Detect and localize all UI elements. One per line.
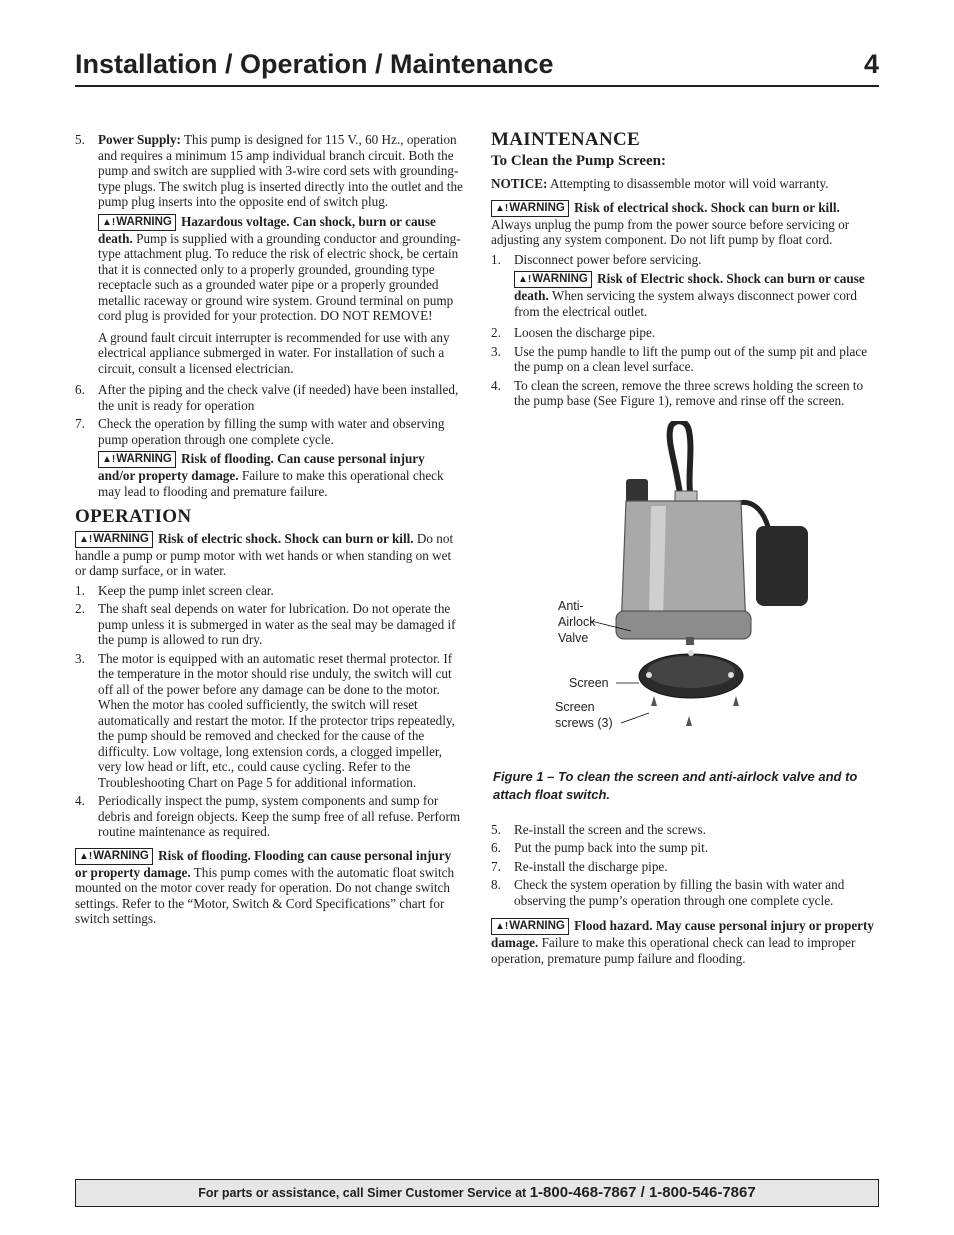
warning-badge: [98, 451, 176, 468]
title-rule: [75, 85, 879, 87]
warning-badge: [98, 214, 176, 231]
item-number: 7.: [75, 416, 85, 431]
list-item: [75, 382, 463, 413]
item-number: 7.: [491, 858, 501, 874]
warning-triangle-icon: ▲!: [79, 850, 93, 862]
label-line: Airlock: [558, 614, 596, 629]
screen-hole: [646, 672, 652, 678]
list-item: [491, 378, 879, 409]
footer-text: For parts or assistance, call Simer Customer Service at: [198, 1186, 530, 1200]
warning-triangle-icon: ▲!: [495, 202, 509, 214]
pump-figure: [491, 421, 879, 766]
item-text: Disconnect power before servicing.: [514, 251, 702, 267]
item-number: 5.: [75, 132, 85, 147]
warning-text: Pump is supplied with a grounding conductor and grounding-type attachment plug. To reduce the risk of electric shock, be certain that it is connected only to a properly grounded, grounding type receptacle such as a grounded water pipe or a properly grounded metallic raceway or ground wire system. Ground terminal on pump cord plug is provided for your protection. DO NOT REMOVE!: [98, 230, 461, 323]
item-text: The motor is equipped with an automatic reset thermal protector. If the temperature in the motor should rise unduly, the switch will cut off all of the power before any damage can be done to the motor. When the motor has cooled sufficiently, the switch will reset automatically and restart the motor. If the protector trips repeatedly, the pump should be removed and checked for the cause of the difficulty. Low voltage, long extension cords, a clogged impeller, very low head or lift, etc., could cause cycling. Refer to the Troubleshooting Chart on Page 5 for additional information.: [98, 650, 455, 790]
screws-leader: [621, 713, 649, 723]
list-item: [75, 416, 463, 447]
label-line: Screen: [555, 699, 595, 714]
list-item: [491, 877, 879, 908]
clean-screen-subheading: To Clean the Pump Screen:: [491, 152, 667, 169]
list-item: [75, 651, 463, 791]
float-switch: [756, 526, 808, 606]
warning-text: Failure to make this operational check can lead to improper operation, premature pump failure and flooding.: [491, 935, 856, 966]
warning-block: [75, 214, 463, 324]
list-item: [491, 822, 879, 838]
warning-lead: Risk of flooding. Can cause personal injury and/or property damage.: [98, 451, 425, 483]
item-text: Check the operation by filling the sump with water and observing pump operation through one complete cycle.: [98, 416, 445, 447]
footer-phone-numbers: 1-800-468-7867 / 1-800-546-7867: [529, 1184, 756, 1201]
item-number: 1.: [491, 251, 501, 267]
item-number: 6.: [491, 840, 501, 855]
list-item: [491, 252, 879, 268]
item-text: Use the pump handle to lift the pump out of the sump pit and place the pump on a clean level surface.: [514, 343, 868, 374]
warning-triangle-icon: ▲!: [518, 274, 532, 285]
item-number: 4.: [75, 793, 85, 808]
item-text: To clean the screen, remove the three screws holding the screen to the pump base (See Figure 1), remove and rinse off the screen.: [514, 377, 864, 408]
item-text: Re-install the discharge pipe.: [514, 858, 668, 874]
pump-cap: [626, 479, 648, 504]
list-item: [491, 344, 879, 375]
list-item: [75, 793, 463, 840]
item-number: 3.: [491, 343, 501, 359]
warning-badge: [75, 848, 153, 865]
item-number: 6.: [75, 382, 85, 397]
warning-block: [75, 451, 463, 499]
warning-block: [491, 918, 879, 966]
warning-triangle-icon: ▲!: [79, 533, 93, 545]
screen-label: Screen: [569, 675, 609, 690]
left-column: [75, 132, 463, 931]
warning-lead: Risk of electrical shock. Shock can burn or kill.: [574, 199, 840, 215]
warning-text: When servicing the system always disconnect power cord from the electrical outlet.: [514, 288, 857, 319]
warning-label: WARNING: [93, 849, 149, 862]
warning-block: [491, 271, 879, 319]
warning-badge: [491, 918, 569, 935]
warning-block: [491, 200, 879, 248]
power-cord: [670, 421, 691, 501]
item-number: 8.: [491, 877, 501, 892]
gfci-note: A ground fault circuit interrupter is recommended for use with any electrical appliance submerged in water. For installation of such a circuit, consult a licensed electrician.: [98, 329, 450, 376]
item-text: Loosen the discharge pipe.: [514, 325, 656, 340]
item-text: Periodically inspect the pump, system components and sump for debris and foreign objects. Keep the sump free of all refuse. Perform routine maintenance as required.: [98, 793, 461, 839]
warning-text: Do not handle a pump or pump motor with wet hands or when standing on wet or damp surface, or in water.: [75, 530, 454, 578]
pump-foot: [686, 637, 694, 645]
screw-icon: [651, 696, 657, 706]
item-number: 2.: [75, 601, 85, 616]
notice-text: Attempting to disassemble motor will void warranty.: [547, 176, 829, 191]
item-text: This pump is designed for 115 V., 60 Hz., operation and requires a minimum 15 amp individual branch circuit. Both the pump and switch are supplied with 3-wire cord sets with grounding-type plugs. The switch plug is inserted directly into the outlet and the pump plug inserts into the opposite end of switch plug.: [98, 132, 463, 209]
item-number: 2.: [491, 325, 501, 340]
figure-caption: Figure 1 – To clean the screen and anti-airlock valve and to attach float switch.: [493, 768, 858, 802]
list-item: [491, 325, 879, 341]
maintenance-heading: MAINTENANCE: [491, 129, 640, 150]
page-title: [75, 49, 879, 80]
warning-lead: Hazardous voltage. Can shock, burn or cause death.: [98, 213, 436, 246]
pump-illustration: [491, 421, 879, 766]
warning-badge: [75, 531, 153, 548]
item-text: Put the pump back into the sump pit.: [514, 840, 709, 855]
list-item: [75, 583, 463, 599]
warning-label: WARNING: [116, 215, 172, 228]
warning-lead: Risk of Electric shock. Shock can burn or cause death.: [514, 271, 865, 303]
item-text: Check the system operation by filling the basin with water and observing the pump’s operation through one complete cycle.: [514, 877, 845, 908]
list-item: [491, 859, 879, 875]
list-item: [75, 132, 463, 210]
screw-icon: [686, 716, 692, 726]
warning-triangle-icon: ▲!: [102, 216, 116, 228]
item-number: 4.: [491, 377, 501, 393]
warning-lead: Flood hazard. May cause personal injury or property damage.: [491, 918, 875, 950]
warning-block: [75, 531, 463, 579]
warning-text: Always unplug the pump from the power source before servicing or adjusting any system component. Do not lift pump by float cord.: [491, 216, 850, 247]
warning-badge: [491, 200, 569, 217]
item-text: Re-install the screen and the screws.: [514, 821, 706, 837]
warning-lead: Risk of flooding. Flooding can cause personal injury or property damage.: [75, 847, 452, 880]
screws-label: [555, 699, 613, 731]
screw-icon: [733, 696, 739, 706]
screen-hole: [728, 672, 734, 678]
list-item: [491, 840, 879, 856]
warning-block: [75, 848, 463, 927]
warning-label: WARNING: [116, 453, 172, 465]
title-text: Installation / Operation / Maintenance: [75, 49, 554, 79]
right-column: [491, 129, 879, 970]
warning-triangle-icon: ▲!: [102, 454, 116, 465]
warning-label: WARNING: [93, 532, 149, 545]
warning-label: WARNING: [532, 273, 588, 285]
screen-hole: [688, 650, 694, 656]
page-number: 4: [863, 49, 879, 79]
warning-triangle-icon: ▲!: [495, 921, 509, 932]
warning-text: This pump comes with the automatic float switch mounted on the motor cover ready for operation. Do not change switch settings. Refer to the “Motor, Switch & Cord Specifications” chart for switch settings.: [75, 864, 455, 926]
notice: [491, 176, 879, 192]
screen-mesh: [647, 656, 735, 688]
label-line: Anti-: [558, 598, 584, 613]
item-number: 3.: [75, 650, 85, 666]
item-text: Keep the pump inlet screen clear.: [98, 582, 274, 598]
label-line: Valve: [558, 630, 589, 645]
item-text: The shaft seal depends on water for lubrication. Do not operate the pump unless it is submerged in water as the seal may be damaged if the pump is allowed to run dry.: [98, 601, 456, 647]
operation-heading: OPERATION: [75, 506, 192, 527]
anti-airlock-label: [558, 598, 596, 646]
item-text: After the piping and the check valve (if needed) have been installed, the unit is ready for operation: [98, 382, 459, 413]
notice-lead: NOTICE:: [491, 176, 548, 191]
pump-base: [616, 611, 751, 639]
item-number: 5.: [491, 821, 501, 837]
warning-text: Failure to make this operational check may lead to flooding and premature failure.: [98, 468, 444, 499]
item-lead: Power Supply:: [98, 132, 181, 147]
list-item: [75, 601, 463, 648]
warning-lead: Risk of electric shock. Shock can burn or kill.: [158, 530, 414, 546]
warning-label: WARNING: [509, 201, 565, 214]
warning-label: WARNING: [509, 920, 565, 932]
item-number: 1.: [75, 582, 85, 598]
label-line: screws (3): [555, 715, 613, 730]
warning-badge: [514, 271, 592, 288]
footer-bar: [75, 1179, 879, 1207]
